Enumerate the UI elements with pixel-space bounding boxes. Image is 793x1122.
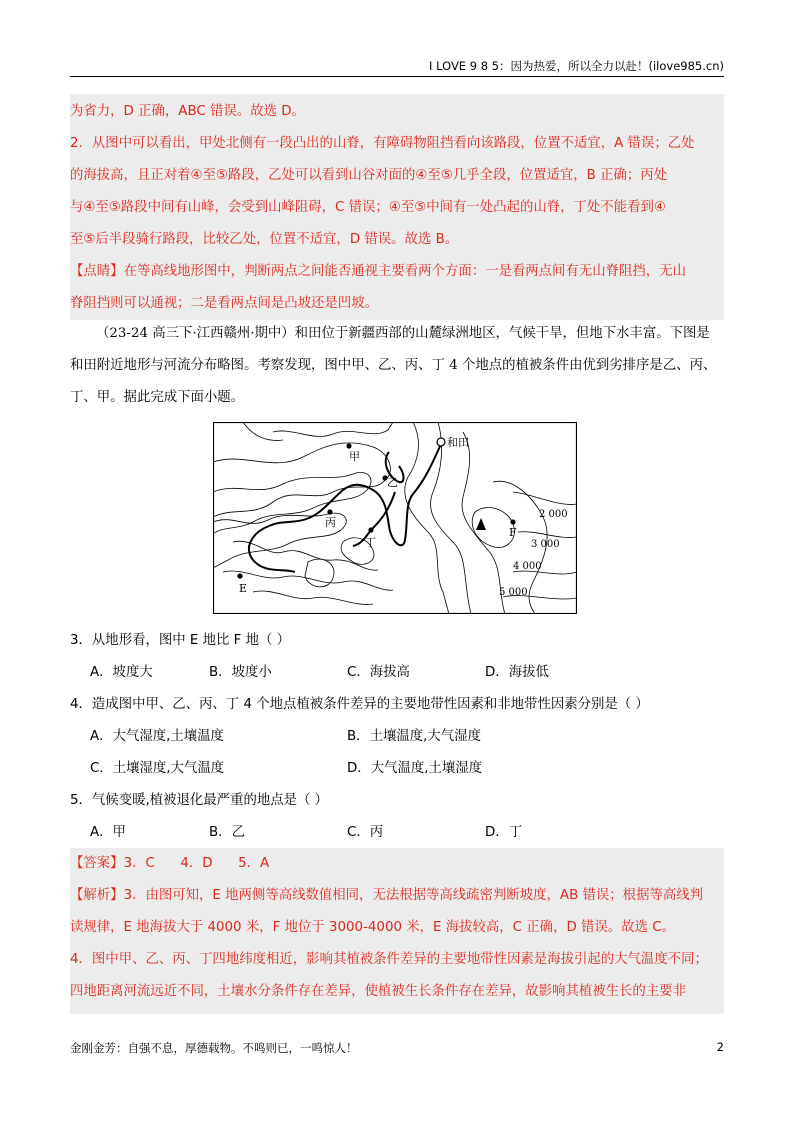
- place-label-f: F: [509, 526, 517, 539]
- footer-motto: 金刚金芳：自强不息，厚德载物。不鸣则已，一鸣惊人！: [70, 1041, 358, 1055]
- q5-option-d: D．丁: [485, 825, 523, 840]
- q4-option-b: B．土壤温度,大气湿度: [347, 729, 481, 744]
- page-number: 2: [716, 1040, 724, 1054]
- answer-tag: 【答案】: [70, 856, 124, 871]
- q3-option-b: B．坡度小: [209, 665, 272, 680]
- answer-line-3: 的海拔高，且正对着④至⑤路段，乙处可以看到山谷对面的④至⑤几乎全段，位置适宜，B 正确；丙处: [70, 168, 668, 183]
- q5-option-b: B．乙: [209, 825, 245, 840]
- answer-line-5: 至⑤后半段骑行路段，比较乙处，位置不适宜，D 错误。故选 B。: [70, 232, 459, 247]
- place-label-yi: 乙: [387, 476, 398, 489]
- question-4-stem: 4．造成图中甲、乙、丙、丁 4 个地点植被条件差异的主要地带性因素和非地带性因素分别是（ ）: [70, 697, 649, 712]
- answer-line-2: 2．从图中可以看出，甲处北侧有一段凸出的山脊，有障碍物阻挡看向该路段，位置不适宜，A 错误；乙处: [70, 136, 695, 151]
- city-hetian-marker: [437, 438, 445, 446]
- terrain-river-map: [213, 422, 577, 614]
- point-jia-marker: [346, 443, 351, 448]
- answer-text: 3．C 4．D 5．A: [123, 856, 270, 871]
- q4-option-c: C．土壤湿度,大气温度: [90, 761, 225, 776]
- answer-line: [70, 848, 724, 880]
- analysis-line-1: [70, 880, 724, 912]
- question-3-stem: 3．从地形看，图中 E 地比 F 地（ ）: [70, 633, 291, 648]
- tip-line-2: 脊阻挡则可以通视；二是看两点间是凸坡还是凹坡。: [70, 296, 378, 311]
- answer-line-4: 与④至⑤路段中间有山峰，会受到山峰阻碍，C 错误；④至⑤中间有一处凸起的山脊，丁处不能看到④: [70, 200, 666, 215]
- intro-line-3: 丁、甲。据此完成下面小题。: [70, 390, 245, 405]
- tip-tag: 【点睛】: [70, 264, 124, 279]
- answer-continuation-block: [70, 94, 724, 320]
- analysis-text-1: 3．由图可知，E 地两侧等高线数值相同，无法根据等高线疏密判断坡度，AB 错误；根据等高线判: [123, 888, 704, 903]
- point-e-marker: [237, 573, 242, 578]
- contour-label-5000: 5 000: [499, 587, 528, 598]
- page-header: I LOVE 9 8 5：因为热爱，所以全力以赴！(ilove985.cn): [429, 59, 724, 73]
- place-label-ding: 丁: [365, 536, 376, 549]
- place-label-jia: 甲: [349, 450, 360, 463]
- header-divider: [70, 76, 724, 77]
- q3-option-c: C．海拔高: [347, 665, 410, 680]
- answer-analysis-block: [70, 848, 724, 1014]
- tip-line-1: [70, 256, 724, 288]
- place-label-e: E: [239, 582, 248, 595]
- analysis-line-2: 读规律，E 地海拔大于 4000 米，F 地位于 3000-4000 米，E 海拔较高，C 正确，D 错误。故选 C。: [70, 920, 675, 935]
- point-f-marker: [510, 519, 515, 524]
- city-label: 和田: [447, 436, 469, 449]
- place-label-bing: 丙: [325, 516, 336, 529]
- q4-option-d: D．大气温度,土壤湿度: [347, 761, 483, 776]
- q5-option-a: A．甲: [90, 825, 126, 840]
- q5-option-c: C．丙: [347, 825, 384, 840]
- point-bing-marker: [327, 509, 332, 514]
- intro-line-2: 和田附近地形与河流分布略图。考察发现，图中甲、乙、丙、丁 4 个地点的植被条件由优到劣排序是乙、丙、: [70, 358, 717, 373]
- contour-label-3000: 3 000: [531, 539, 560, 550]
- tip-text-1: 在等高线地形图中，判断两点之间能否通视主要看两个方面：一是看两点间有无山脊阻挡，无山: [123, 264, 686, 279]
- analysis-tag: 【解析】: [70, 888, 124, 903]
- point-ding-marker: [368, 527, 373, 532]
- q3-option-d: D．海拔低: [485, 665, 549, 680]
- question-5-stem: 5．气候变暖,植被退化最严重的地点是（ ）: [70, 793, 329, 808]
- analysis-line-4: 四地距离河流远近不同，土壤水分条件存在差异，使植被生长条件存在差异，故影响其植被生长的主要非: [70, 984, 686, 999]
- question-intro: [70, 318, 724, 414]
- analysis-line-3: 4．图中甲、乙、丙、丁四地纬度相近，影响其植被条件差异的主要地带性因素是海拔引起的大气温度不同；: [70, 952, 708, 967]
- contour-label-2000: 2 000: [539, 509, 568, 520]
- contour-label-4000: 4 000: [513, 561, 542, 572]
- intro-line-1: （23-24 高三下·江西赣州·期中）和田位于新疆西部的山麓绿洲地区，气候干旱，但地下水丰富。下图是: [96, 326, 710, 341]
- q4-option-a: A．大气湿度,土壤温度: [90, 729, 224, 744]
- answer-line-1: 为省力，D 正确，ABC 错误。故选 D。: [70, 104, 305, 119]
- q3-option-a: A．坡度大: [90, 665, 153, 680]
